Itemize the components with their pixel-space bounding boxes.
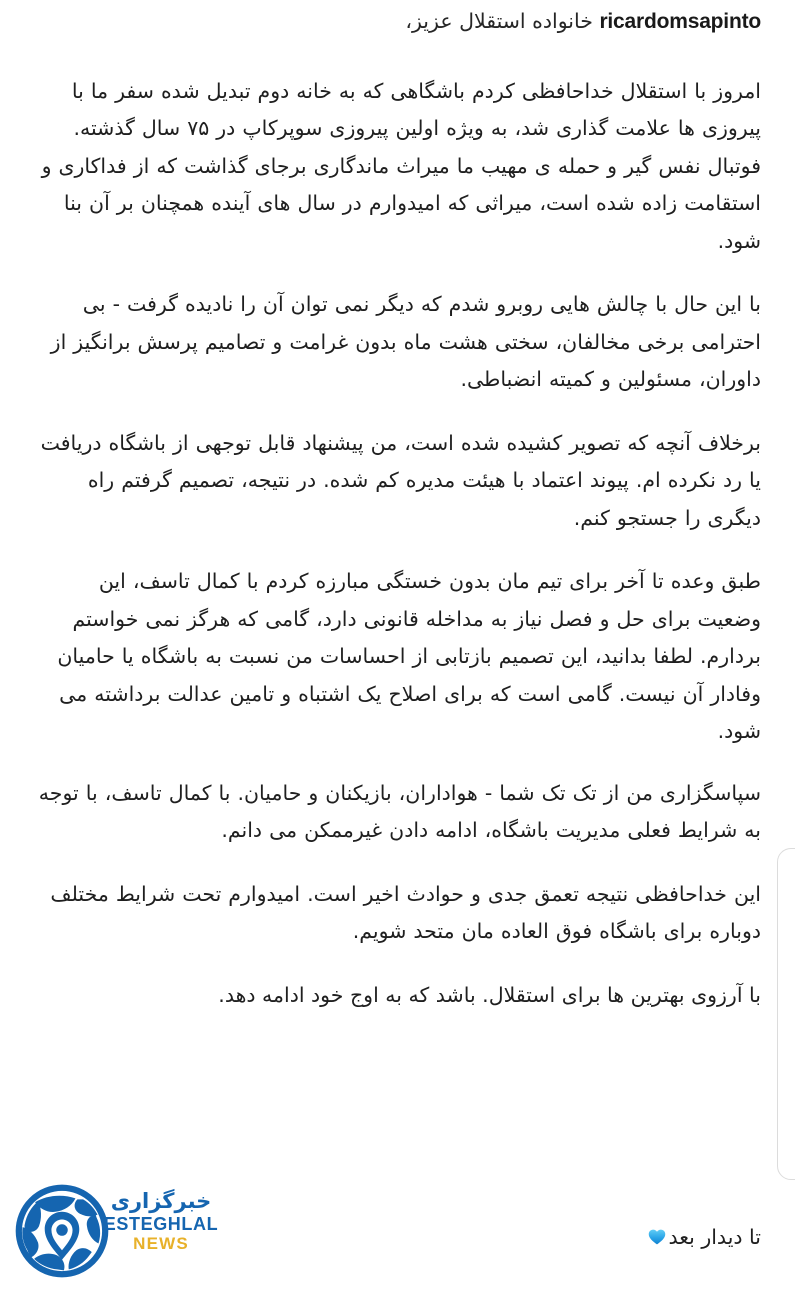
greeting-line (30, 6, 761, 39)
football-globe-icon (14, 1183, 110, 1279)
paragraph-legal-situation: طبق وعده تا آخر برای تیم مان بدون خستگی مبارزه کردم با کمال تاسف، این وضعیت برای حل و فصل نیاز به مداخله قانونی دارد، گامی که هرگز نمی خواستم بردارم. لطفا بدانید، این تصمیم بازتابی از احساسات من نسبت به باشگاه یا حامیان وفادار آن نیست. گامی است که برای اصلاح یک اشتباه و تامین عدالت برداشته می شود. (57, 569, 761, 744)
instagram-handle[interactable]: ricardomsapinto (599, 10, 761, 33)
blue-heart-emoji (646, 1224, 668, 1246)
logo-brand-esteghlal: ESTEGHLAL (103, 1214, 219, 1234)
paragraph-farewell-announcement: امروز با استقلال خداحافظی کردم باشگاهی که به خانه دوم تبدیل شده سفر ما با پیروزی ها علامت گذاری شد، به ویژه اولین پیروزی سوپرکاپ در ۷۵ سال گذشته. فوتبال نفس گیر و حمله ی مهیب ما میراث ماندگاری برجای گذاشت که از فداکاری و استقامت زاده شده است، میراثی که امیدوارم در سال های آینده همچنان بر آن بنا شود. (41, 78, 761, 253)
logo-wordmark (98, 1191, 224, 1252)
logo-brand-news: NEWS (133, 1234, 189, 1253)
paragraph-offer-clarification: برخلاف آنچه که تصویر کشیده شده است، من پیشنهاد قابل توجهی از باشگاه دریافت یا رد نکرده ام. پیوند اعتماد با هیئت مدیره کم شده. در نتیجه، تصمیم گرفتم راه دیگری را جستجو کنم. (40, 430, 761, 530)
watermark-logo (14, 1183, 224, 1283)
logo-persian-name: خبرگزاری (110, 1189, 212, 1213)
signoff-line (638, 1221, 761, 1254)
signoff-text: تا دیدار بعد (668, 1225, 761, 1249)
paragraph-hope-for-reunion: این خداحافظی نتیجه تعمق جدی و حوادث اخیر است. امیدوارم تحت شرایط مختلف دوباره برای باشگاه فوق العاده مان متحد شویم. (50, 881, 761, 944)
greeting-text: خانواده استقلال عزیز، (405, 9, 593, 33)
paragraph-gratitude: سپاسگزاری من از تک تک شما - هواداران، بازیکنان و حامیان. با کمال تاسف، با توجه به شرایط فعلی مدیریت باشگاه، ادامه دادن غیرممکن می دانم. (38, 780, 761, 843)
paragraph-challenges-faced: با این حال با چالش هایی روبرو شدم که دیگر نمی توان آن را نادیده گرفت - بی احترامی برخی مخالفان، سختی هشت ماه بدون غرامت و تصامیم پرسش برانگیز از داوران، مسئولین و کمیته انضباطی. (50, 292, 761, 392)
paragraph-best-wishes: با آرزوی بهترین ها برای استقلال. باشد که به اوج خود ادامه دهد. (218, 982, 761, 1007)
